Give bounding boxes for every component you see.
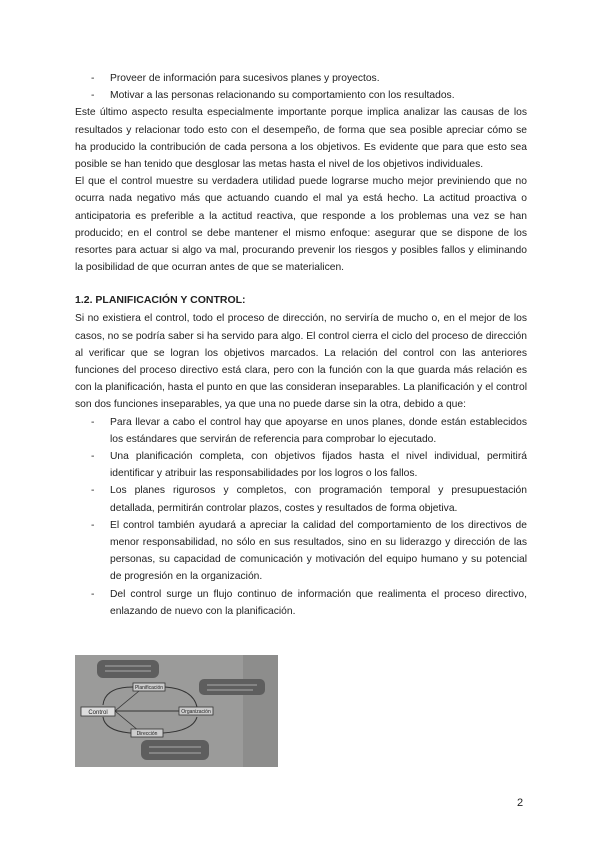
list-item: - Proveer de información para sucesivos planes y proyectos. [75,70,527,87]
paragraph: Si no existiera el control, todo el proceso de dirección, no serviría de mucho o, en el mejor de los casos, no se podría saber si ha servido para algo. El control cierra el ciclo del proceso de dirección al verificar que se logran los objetivos marcados. La relación del control con las anteriores funciones del proceso directivo está clara, pero con la función con la que guarda más relación es con la planificación, hasta el punto en que las consideran inseparables. La planificación y el control son dos funciones inseparables, ya que una no puede darse sin la otra, debido a que: [75,313,527,411]
list-item: - Del control surge un flujo continuo de información que realimenta el proceso directivo, enlazando de nuevo con la planificación. [75,586,527,620]
section-heading: 1.2. PLANIFICACIÓN Y CONTROL: [75,294,246,307]
list-item: - Motivar a las personas relacionando su comportamiento con los resultados. [75,87,527,104]
box-planificacion-label: Planificación [134,685,164,691]
paragraph: El que el control muestre su verdadera utilidad puede lograrse mucho mejor previniendo que no ocurra nada negativo más que actuando cuando el mal ya está hecho. La actitud proactiva o anticipatoria es preferible a la actitud reactiva, que responde a los problemas una vez se han producido; en el control se debe mantener el mismo enfoque: asegurar que se dispone de los resortes para actuar si algo va mal, procurando prevenir los riesgos y posibles fallos y eliminando la posibilidad de que ocurran antes de que se materialicen. [75,176,527,274]
box-control-label: Control [88,710,108,716]
box-direccion-label: Dirección [136,731,158,737]
page-content [75,70,527,620]
paragraph: Este último aspecto resulta especialmente importante porque implica analizar las causas de los resultados y relacionar todo esto con el desempeño, de forma que sea posible apreciar cómo se ha producido la contribución de cada persona a los objetivos. Es evidente que para que esto sea posible se han tenido que desglosar las metas hasta el nivel de los objetivos individuales. [75,107,527,171]
note-bubble [97,660,159,678]
bullet-list-bottom [75,414,527,620]
note-bubble [199,679,265,695]
list-item: - El control también ayudará a apreciar la calidad del comportamiento de los directivos de menor responsabilidad, no sólo en sus resultados, sino en su liderazgo y dirección de las personas, su capacidad de comunicación y motivación del equipo humano y su potencial de progresión en la organización. [75,517,527,586]
list-item: - Para llevar a cabo el control hay que apoyarse en unos planes, donde están establecidos los estándares que servirán de referencia para comprobar lo ejecutado. [75,414,527,448]
bullet-list-top [75,70,527,104]
cycle-diagram [75,655,278,767]
page-number: 2 [517,797,524,809]
box-organizacion-label: Organización [181,709,211,715]
list-item: - Los planes rigurosos y completos, con programación temporal y presupuestación detallada, permitirán controlar plazos, costes y resultados de forma objetiva. [75,482,527,516]
management-cycle-photo [75,655,278,767]
note-bubble [141,740,209,760]
list-item: - Una planificación completa, con objetivos fijados hasta el nivel individual, permitirá identificar y atribuir las responsabilidades por los logros o los fallos. [75,448,527,482]
